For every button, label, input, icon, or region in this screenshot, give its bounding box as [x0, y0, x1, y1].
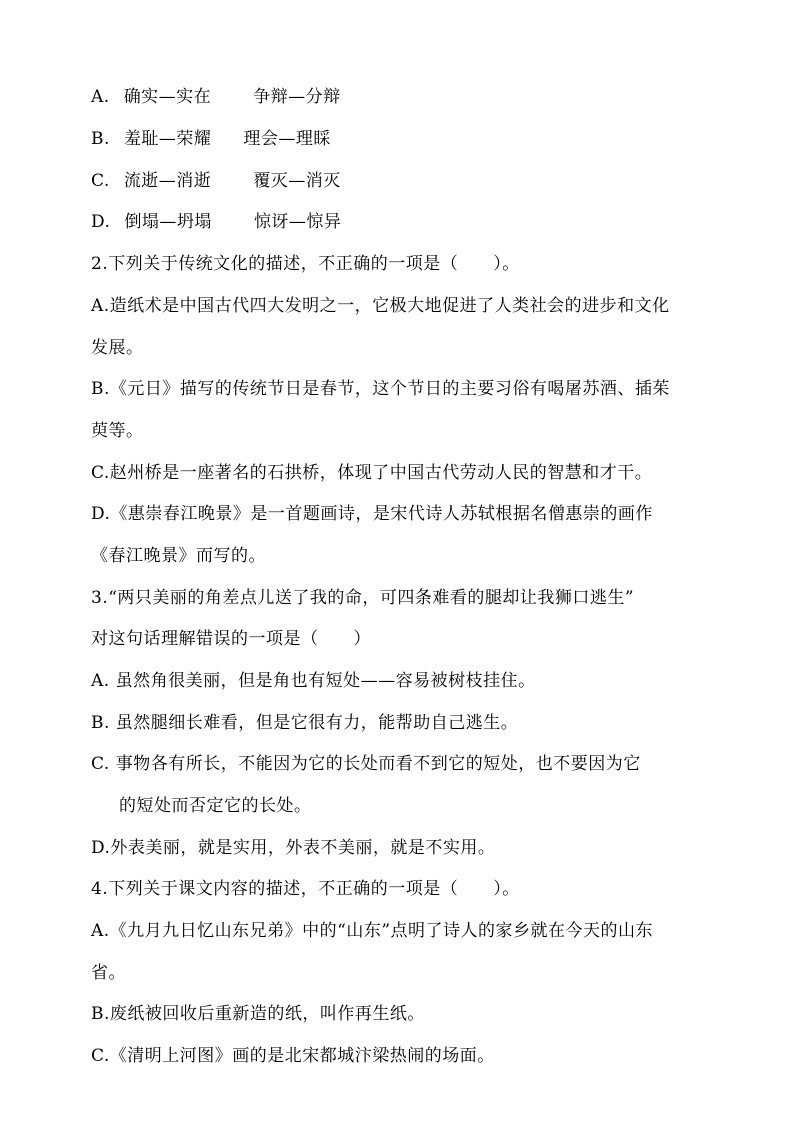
q2-option-b-line1: B.《元日》描写的传统节日是春节，这个节日的主要习俗有喝屠苏酒、插茱 — [91, 379, 670, 399]
q4-option-c: C.《清明上河图》画的是北宋都城汴梁热闹的场面。 — [91, 1046, 495, 1066]
q3-stem-line2: 对这句话理解错误的一项是（ ） — [91, 629, 371, 649]
q3-option-d: D.外表美丽，就是实用，外表不美丽，就是不实用。 — [91, 838, 496, 858]
q2-option-c-line1: C.赵州桥是一座著名的石拱桥，体现了中国古代劳动人民的智慧和才干。 — [91, 463, 653, 483]
q1-option-b-pair2: 理会—理睬 — [243, 129, 331, 149]
q3-option-a: A. 虽然角很美丽，但是角也有短处——容易被树枝挂住。 — [91, 671, 536, 691]
q3-option-c-line1: C. 事物各有所长，不能因为它的长处而看不到它的短处，也不要因为它 — [91, 754, 641, 774]
q1-option-a-pair2: 争辩—分辩 — [253, 87, 341, 107]
q1-option-b-label: B. — [91, 129, 110, 149]
q2-stem: 2.下列关于传统文化的描述，不正确的一项是（ ）。 — [91, 254, 520, 274]
q2-option-d-line2: 《春江晚景》而写的。 — [91, 546, 266, 566]
q4-option-a-line2: 省。 — [91, 963, 126, 983]
q2-option-a-line1: A.造纸术是中国古代四大发明之一，它极大地促进了人类社会的进步和文化 — [91, 296, 670, 316]
q1-option-a-label: A. — [91, 87, 110, 107]
q1-option-c-pair2: 覆灭—消灭 — [253, 171, 341, 191]
q1-option-c-label: C. — [91, 171, 110, 191]
q2-option-b-line2: 萸等。 — [91, 421, 144, 441]
q3-option-c-line2: 的短处而否定它的长处。 — [119, 796, 312, 816]
q3-option-b: B. 虽然腿细长难看，但是它很有力，能帮助自己逃生。 — [91, 713, 519, 733]
q1-option-b — [91, 129, 331, 149]
q4-option-b: B.废纸被回收后重新造的纸，叫作再生纸。 — [91, 1004, 425, 1024]
q1-option-d-pair2: 惊讶—惊异 — [253, 212, 342, 232]
q1-option-d-pair1: 倒塌—坍塌 — [124, 212, 212, 232]
q2-option-d-line1: D.《惠崇春江晚景》是一首题画诗，是宋代诗人苏轼根据名僧惠崇的画作 — [91, 504, 653, 524]
q4-option-a-line1: A.《九月九日忆山东兄弟》中的“山东”点明了诗人的家乡就在今天的山东 — [91, 921, 654, 941]
q2-option-a-line2: 发展。 — [91, 338, 144, 358]
q1-option-c-pair1: 流逝—消逝 — [123, 171, 212, 191]
q3-stem-line1: 3.“两只美丽的角差点儿送了我的命，可四条难看的腿却让我狮口逃生” — [91, 588, 635, 608]
q1-option-a-pair1: 确实—实在 — [123, 87, 212, 107]
q1-option-c — [91, 171, 341, 191]
q1-option-d-label: D. — [91, 212, 111, 232]
q1-option-d — [91, 212, 341, 232]
q1-option-b-pair1: 羞耻—荣耀 — [123, 129, 212, 149]
q4-stem: 4.下列关于课文内容的描述，不正确的一项是（ ）。 — [91, 879, 520, 899]
q1-option-a — [91, 87, 341, 107]
